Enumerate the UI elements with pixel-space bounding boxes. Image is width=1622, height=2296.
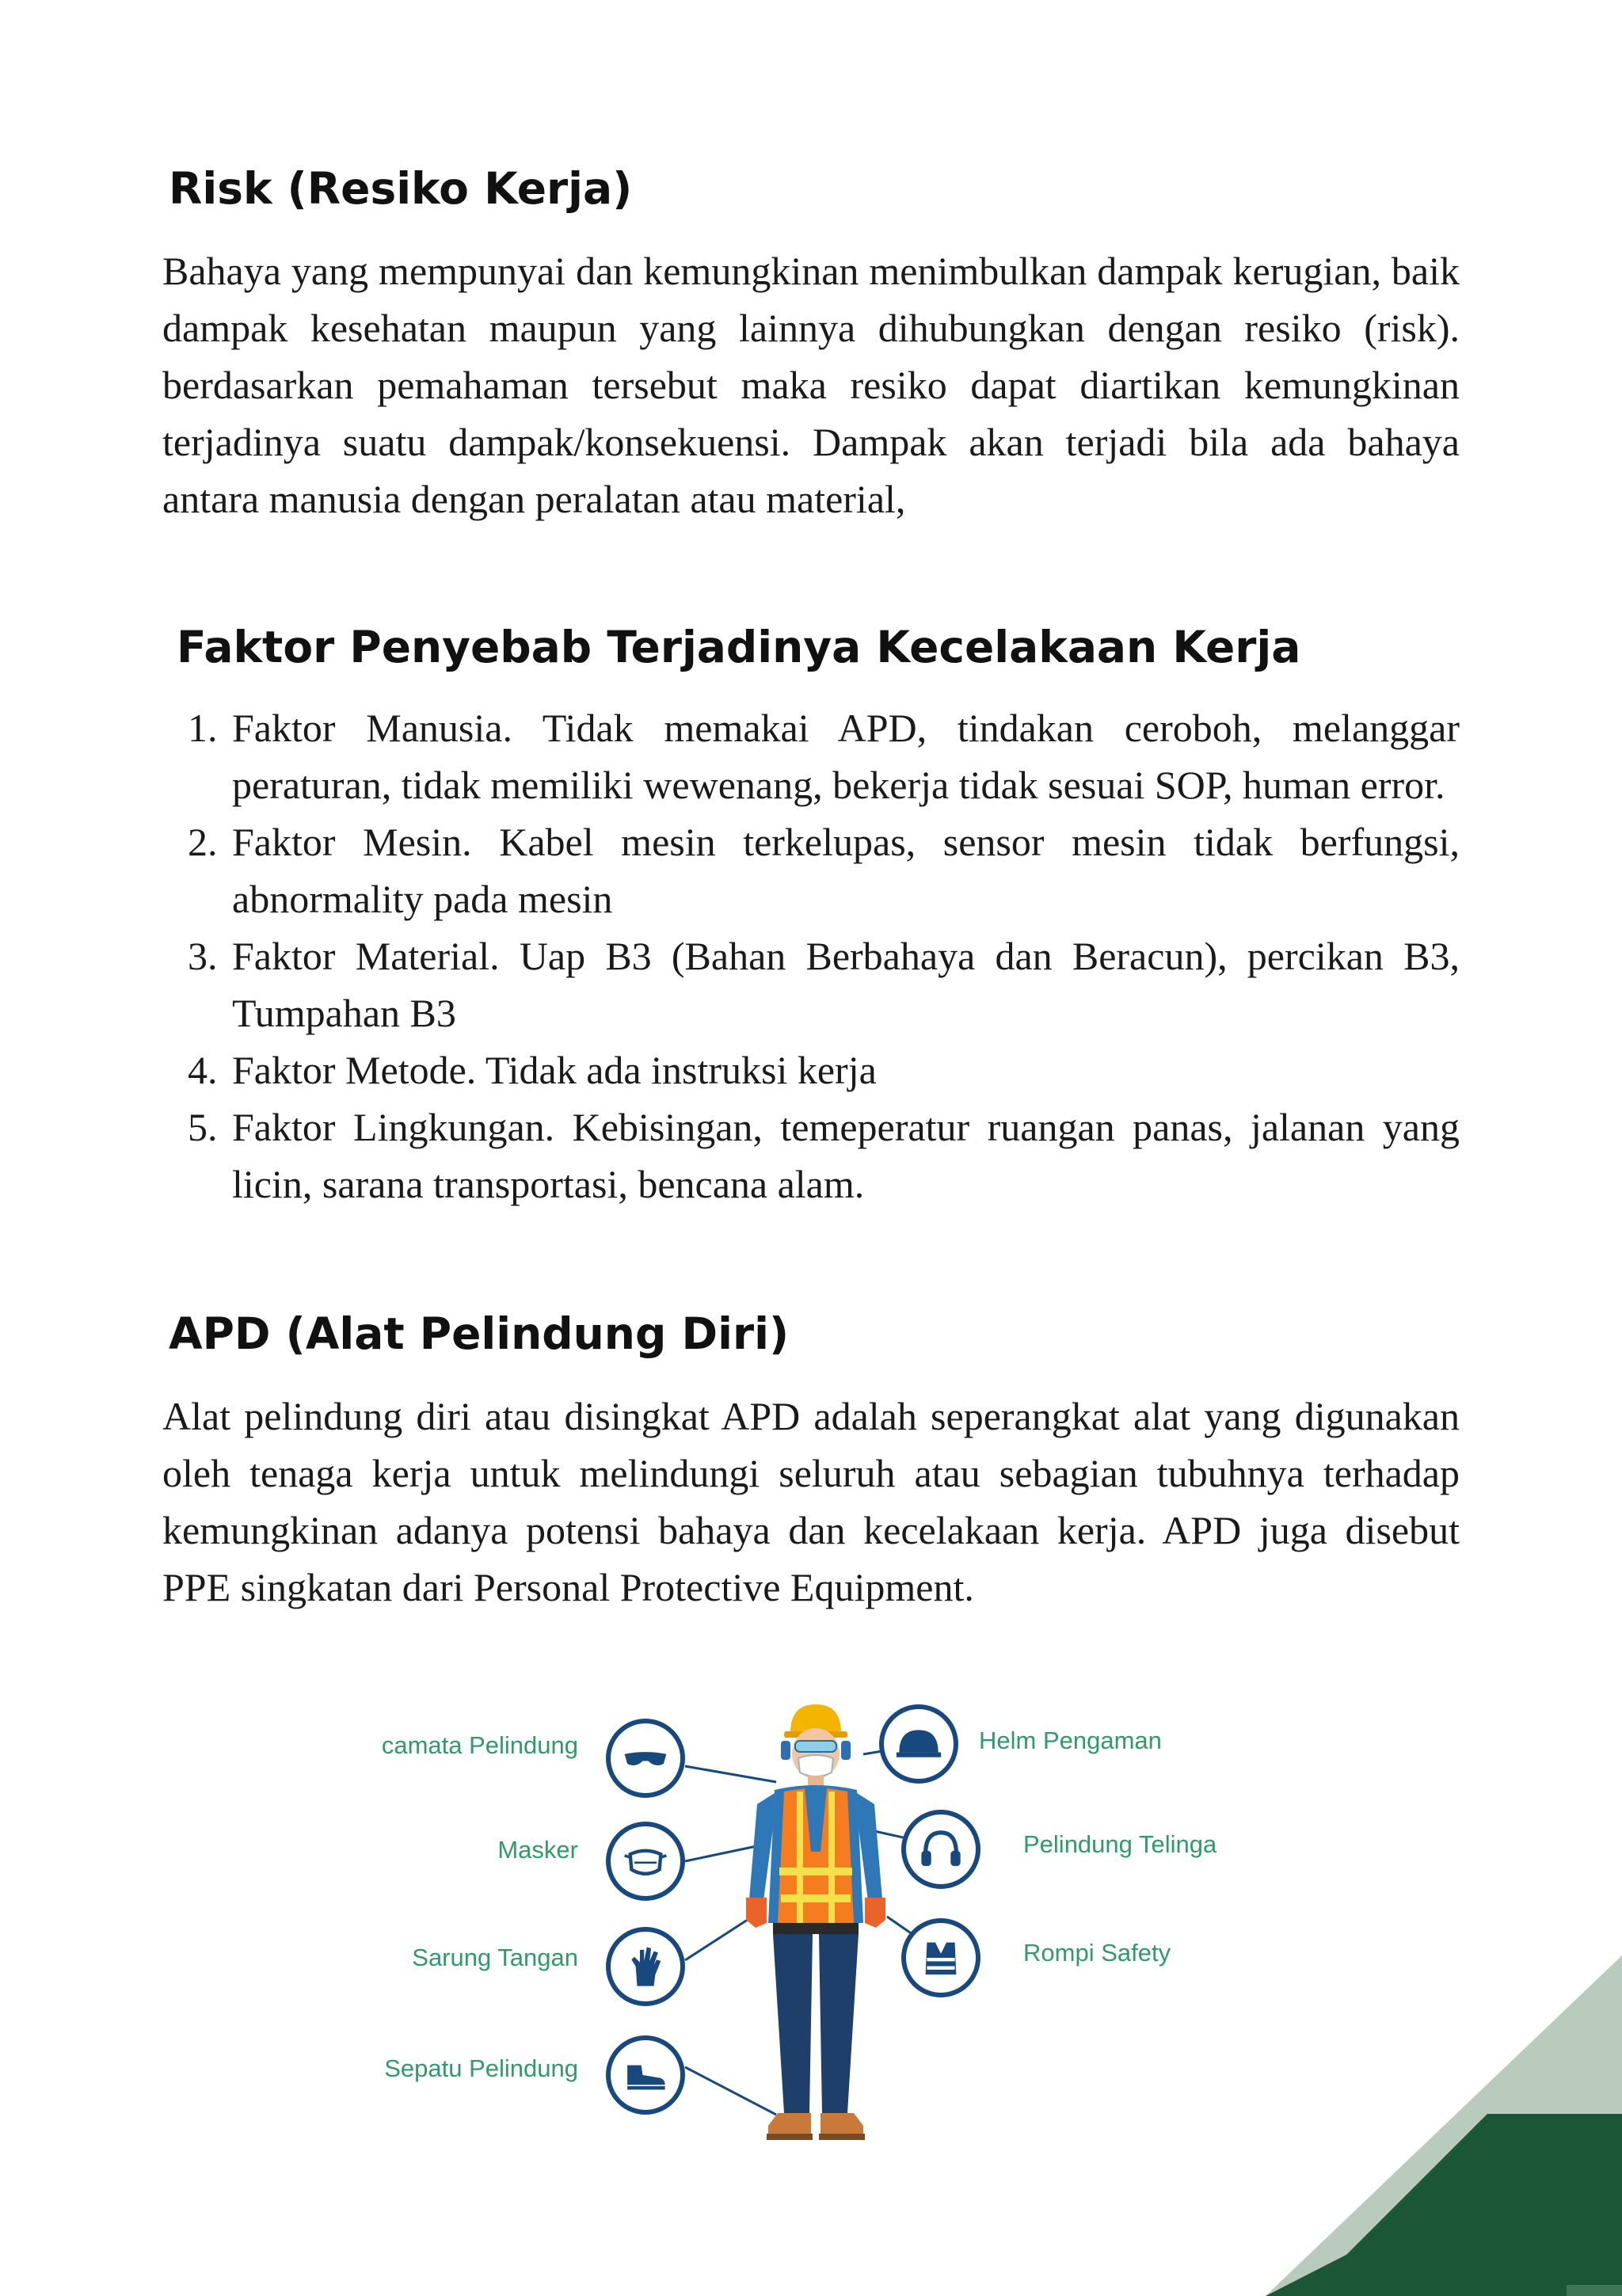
earmuffs-icon [901,1810,980,1889]
risk-paragraph: Bahaya yang mempunyai dan kemungkinan menimbulkan dampak kerugian, baik dampak kesehatan maupun yang lainnya dihubungkan dengan resiko (risk). berdasarkan pemahaman tersebut maka resiko dapat diartikan kemungkinan terjadinya suatu dampak/konsekuensi. Dampak akan terjadi bila ada bahaya antara manusia dengan peralatan atau material, [162,249,1460,521]
list-number: 2. [188,820,218,864]
list-number: 5. [188,1105,218,1149]
corner-accent [1567,2285,1622,2296]
list-text: Faktor Material. Uap B3 (Bahan Berbahaya dan Beracun), percikan B3, Tumpahan B3 [232,934,1460,1035]
list-number: 3. [188,934,218,978]
apd-heading: APD (Alat Pelindung Diri) [169,1308,790,1359]
shoes-label: Sepatu Pelindung [384,2054,578,2082]
list-text: Faktor Metode. Tidak ada instruksi kerja [232,1048,877,1092]
goggles-icon [606,1719,685,1798]
list-item [188,1041,1460,1099]
list-item [188,813,1460,927]
list-text: Faktor Mesin. Kabel mesin terkelupas, sensor mesin tidak berfungsi, abnormality pada mesin [232,820,1460,921]
vest-label: Rompi Safety [1023,1939,1171,1967]
risk-heading: Risk (Resiko Kerja) [169,163,633,214]
list-number: 1. [188,706,218,750]
goggles-label: camata Pelindung [381,1731,578,1759]
worker-illustration [729,1685,903,2153]
vest-icon [901,1918,980,1997]
mask-icon [606,1822,685,1901]
gloves-label: Sarung Tangan [412,1944,578,1971]
faktor-list [188,699,1460,1213]
list-item [188,1099,1460,1213]
list-number: 4. [188,1048,218,1092]
gloves-icon [606,1927,685,2006]
earmuffs-label: Pelindung Telinga [1023,1830,1217,1858]
apd-paragraph: Alat pelindung diri atau disingkat APD adalah seperangkat alat yang digunakan oleh tenaga kerja untuk melindungi seluruh atau sebagian tubuhnya terhadap kemungkinan adanya potensi bahaya dan kecelakaan kerja. APD juga disebut PPE singkatan dari Personal Protective Equipment. [162,1394,1460,1609]
ppe-figure [380,1671,1267,2154]
mask-label: Masker [497,1836,578,1864]
faktor-heading: Faktor Penyebab Terjadinya Kecelakaan Kerja [177,622,1301,672]
list-text: Faktor Lingkungan. Kebisingan, temeperatur ruangan panas, jalanan yang licin, sarana transportasi, bencana alam. [232,1105,1460,1206]
helmet-label: Helm Pengaman [979,1727,1162,1754]
list-text: Faktor Manusia. Tidak memakai APD, tindakan ceroboh, melanggar peraturan, tidak memiliki wewenang, bekerja tidak sesuai SOP, human error. [232,706,1460,807]
shoe-icon [606,2035,685,2115]
list-item [188,699,1460,813]
corner-band-dark [1305,2114,1622,2296]
list-item [188,927,1460,1041]
corner-decoration [1266,1860,1622,2296]
